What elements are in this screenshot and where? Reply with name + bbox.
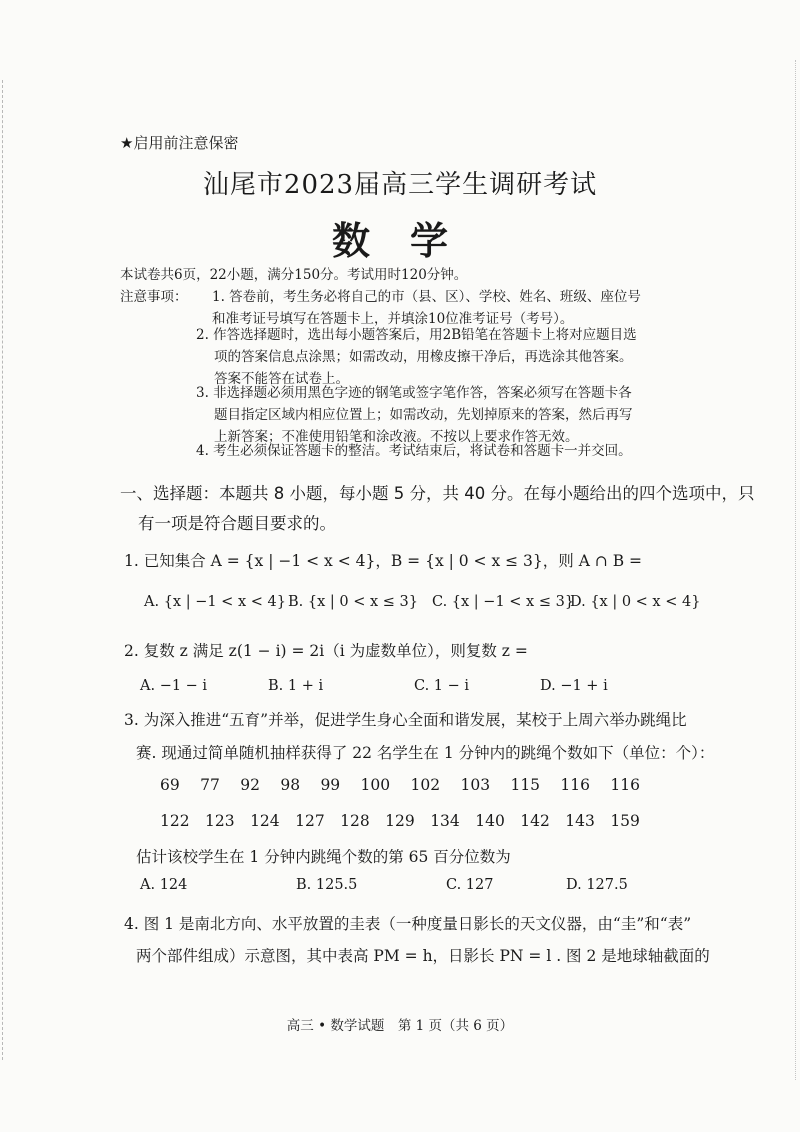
question-1-option-a: A. {x | −1 < x < 4} [144,594,286,610]
data-value: 92 [240,776,260,794]
data-value: 98 [280,776,301,794]
question-2-stem: 2. 复数 z 满足 z(1 − i) = 2i（i 为虚数单位），则复数 z = [124,642,528,660]
question-3-stem-cont: 赛. 现通过简单随机抽样获得了 22 名学生在 1 分钟内的跳绳个数如下（单位：个）： [136,744,715,762]
data-value: 123 [205,812,235,830]
data-value: 102 [410,776,441,794]
question-3-stem: 3. 为深入推进“五育”并举，促进学生身心全面和谐发展，某校于上周六举办跳绳比 [124,711,687,729]
notice-item-1-cont: 和准考证号填写在答题卡上，并填涂10位准考证号（考号）。 [212,311,574,327]
question-3-option-b: B. 125.5 [296,877,358,893]
page-footer: 高三 • 数学试题 第 1 页（共 6 页） [286,1018,514,1034]
data-value: 159 [610,812,640,830]
data-value: 69 [160,776,180,794]
notice-item-2-cont2: 答案不能答在试卷上。 [214,371,349,387]
data-value: 128 [340,812,370,830]
question-4-stem-cont: 两个部件组成）示意图，其中表高 PM = h，日影长 PN = l . 图 2 是地球轴截面的 [136,947,710,965]
question-2-option-c: C. 1 − i [414,678,470,694]
data-value: 100 [360,776,391,794]
question-3-stem-cont2: 估计该校学生在 1 分钟内跳绳个数的第 65 百分位数为 [136,848,511,866]
data-row-2 [160,812,640,830]
notice-item-3-cont: 题目指定区域内相应位置上；如需改动，先划掉原来的答案，然后再写 [214,407,633,423]
notice-item-2: 2. 作答选择题时，选出每小题答案后，用2B铅笔在答题卡上将对应题目选 [196,327,637,343]
question-3-option-a: A. 124 [140,877,188,893]
data-value: 99 [320,776,341,794]
data-value: 116 [560,776,591,794]
question-1-option-c: C. {x | −1 < x ≤ 3} [432,594,575,610]
notice-item-4: 4. 考生必须保证答题卡的整洁。考试结束后，将试卷和答题卡一并交回。 [196,443,632,459]
exam-summary: 本试卷共6页，22小题，满分150分。考试用时120分钟。 [120,267,468,283]
data-row-1 [160,776,640,794]
notice-item-2-cont: 项的答案信息点涂黑；如需改动，用橡皮擦干净后，再选涂其他答案。 [214,349,633,365]
notice-label: 注意事项： [120,289,188,305]
question-2-option-d: D. −1 + i [540,678,608,694]
question-2-option-b: B. 1 + i [268,678,324,694]
data-value: 115 [510,776,541,794]
notice-item-1: 1. 答卷前，考生务必将自己的市（县、区）、学校、姓名、班级、座位号 [212,289,641,305]
data-value: 124 [250,812,280,830]
question-3-option-d: D. 127.5 [566,877,628,893]
data-value: 127 [295,812,325,830]
section-heading-cont: 有一项是符合题目要求的。 [138,514,336,533]
exam-title: 汕尾市2023届高三学生调研考试 [202,170,598,200]
question-1-option-d: D. {x | 0 < x < 4} [570,594,701,610]
data-value: 143 [565,812,595,830]
section-heading: 一、选择题：本题共 8 小题，每小题 5 分，共 40 分。在每小题给出的四个选项中，只 [120,484,755,503]
question-1-stem: 1. 已知集合 A = {x | −1 < x < 4}，B = {x | 0 < x ≤ 3}，则 A ∩ B = [124,552,643,570]
notice-item-3-cont2: 上新答案；不准使用铅笔和涂改液。不按以上要求作答无效。 [214,429,579,445]
confidential-label: ★启用前注意保密 [120,134,239,152]
data-value: 134 [430,812,460,830]
data-value: 77 [200,776,220,794]
data-value: 140 [475,812,505,830]
question-1-option-b: B. {x | 0 < x ≤ 3} [288,594,418,610]
question-3-option-c: C. 127 [446,877,494,893]
question-4-stem: 4. 图 1 是南北方向、水平放置的圭表（一种度量日影长的天文仪器，由“圭”和“表” [124,915,692,933]
data-value: 103 [460,776,491,794]
data-value: 116 [610,776,640,794]
subject-title: 数学 [331,218,488,263]
data-value: 142 [520,812,550,830]
data-value: 129 [385,812,415,830]
question-2-option-a: A. −1 − i [140,678,208,694]
notice-item-3: 3. 非选择题必须用黑色字迹的钢笔或签字笔作答，答案必须写在答题卡各 [196,385,632,401]
data-value: 122 [160,812,190,830]
